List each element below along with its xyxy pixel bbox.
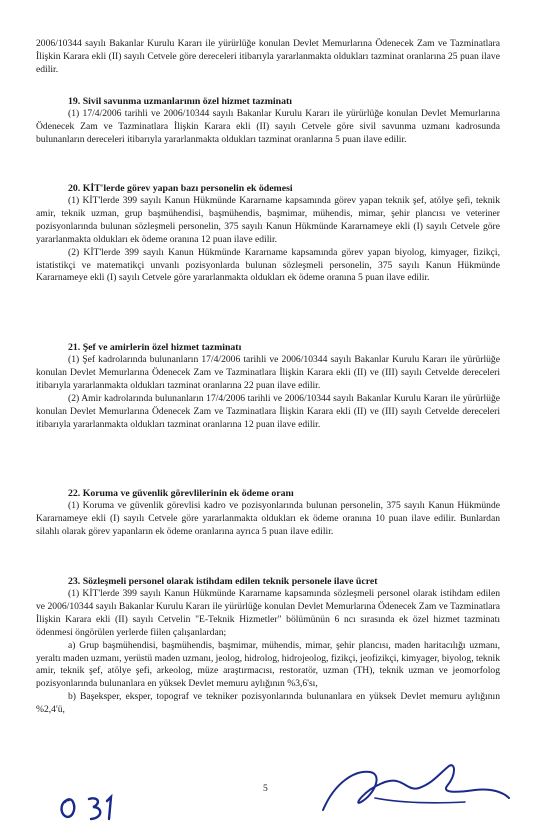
section-20 — [36, 182, 500, 285]
section-20-paragraph-1: (1) KİT'lerde 399 sayılı Kanun Hükmünde Kararname kapsamında görev yapan teknik şef, atölye şefi, teknik amir, teknik uzman, grup başmühendisi, başmühendis, başmimar, mühendis, mimar, şehir plancısı ve veteriner pozisyonlarında bulunan sözleşmeli personelin, 375 sayılı Kanun Hükmünde Kararnameye ekli (I) sayılı Cetvele göre yararlanmakta oldukları ek ödeme oranına 12 puan ilave edilir. — [36, 195, 500, 245]
section-21-paragraph-2: (2) Amir kadrolarında bulunanların 17/4/2006 tarihli ve 2006/10344 sayılı Bakanlar Kurulu Kararı ile yürürlüğe konulan Devlet Memurlarına Ödenecek Zam ve Tazminatlara İlişkin Karara ekli (II) ve (III) sayılı Cetvelde dereceleri itibarıyla yararlanmakta oldukları tazminat oranlarına 12 puan ilave edilir. — [36, 392, 500, 430]
section-20-title: 20. KİT'lerde görev yapan bazı personelin ek ödemesi — [68, 183, 293, 194]
section-19-paragraph-1: (1) 17/4/2006 tarihli ve 2006/10344 sayılı Bakanlar Kurulu Kararı ile yürürlüğe konulan Devlet Memurlarına Ödenecek Zam ve Tazminatlara İlişkin Karara ekli (II) sayılı Cetvele göre sivil savunma uzmanı kadrosunda bulunanların dereceleri itibarıyla yararlanmakta oldukları tazminat oranlarına 5 puan ilave edilir. — [36, 108, 500, 145]
handwritten-initial — [55, 790, 150, 825]
section-21-title: 21. Şef ve amirlerin özel hizmet tazminatı — [68, 342, 242, 353]
intro-paragraph: 2006/10344 sayılı Bakanlar Kurulu Kararı ile yürürlüğe konulan Devlet Memurlarına Ödenecek Zam ve Tazminatlara İlişkin Karara ekli (II) sayılı Cetvele göre dereceleri itibarıyla yararlanmakta oldukları tazminat oranlarına 25 puan ilave edilir. — [36, 38, 500, 75]
section-23-paragraph-1: (1) KİT'lerde 399 sayılı Kanun Hükmünde Kararname kapsamında sözleşmeli personel olarak istihdam edilen ve 2006/10344 sayılı Bakanlar Kurulu Kararı ile yürürlüğe konulan Devlet Memurlarına Ödenecek Zam ve Tazminatlara İlişkin Karara ekli (II) sayılı Cetvelin "E-Teknik Hizmetler" bölümünün 6 ncı sırasında ek özel hizmet tazminatı ödenmesi öngörülen yerlerde fiilen çalışanlardan; — [36, 588, 500, 638]
section-22 — [36, 487, 500, 539]
section-21 — [36, 341, 500, 431]
section-22-paragraph-1: (1) Koruma ve güvenlik görevlisi kadro ve pozisyonlarında bulunan personelin, 375 sayılı Kanun Hükmünde Kararnameye ekli (I) sayılı Cetvele göre yararlanmakta oldukları ek ödeme oranına 10 puan ilave edilir. Bunlardan silahlı olarak görev yapanların ek ödeme oranlarına ayrıca 5 puan ilave edilir. — [36, 500, 500, 537]
section-22-title: 22. Koruma ve güvenlik görevlilerinin ek ödeme oranı — [68, 488, 294, 499]
section-19-title: 19. Sivil savunma uzmanlarının özel hizmet tazminatı — [68, 96, 292, 107]
signature — [315, 752, 515, 822]
page-number: 5 — [263, 784, 268, 794]
section-19 — [36, 95, 500, 147]
section-23-item-a: a) Grup başmühendisi, başmühendis, başmimar, mühendis, mimar, şehir plancısı, maden haritacılığı uzmanı, yeraltı maden uzmanı, yerüstü maden uzmanı, jeolog, hidrolog, hidrojeolog, fizikçi, jeofizikçi, kimyager, biyolog, teknik amir, teknik şef, atölye şefi, arkeolog, müze araştırmacısı, restoratör, uzman (TH), teknik uzman ve jeomorfolog pozisyonlarında bulunanlara en yüksek Devlet memuru aylığının %3,6'sı, — [36, 639, 500, 690]
section-23 — [36, 575, 500, 717]
section-21-paragraph-1: (1) Şef kadrolarında bulunanların 17/4/2006 tarihli ve 2006/10344 sayılı Bakanlar Kurulu Kararı ile yürürlüğe konulan Devlet Memurlarına Ödenecek Zam ve Tazminatlara İlişkin Karara ekli (II) ve (III) sayılı Cetvelde dereceleri itibarıyla yararlanmakta oldukları tazminat oranlarına 22 puan ilave edilir. — [36, 354, 500, 391]
section-23-item-b: b) Başeksper, eksper, topograf ve tekniker pozisyonlarında bulunanlara en yüksek Devlet memuru aylığının %2,4'ü, — [36, 691, 500, 716]
section-23-title: 23. Sözleşmeli personel olarak istihdam edilen teknik personele ilave ücret — [68, 576, 378, 587]
intro-block — [36, 38, 500, 77]
section-20-paragraph-2: (2) KİT'lerde 399 sayılı Kanun Hükmünde Kararname kapsamında görev yapan biyolog, kimyager, fizikçi, istatistikçi ve matematikçi unvanlı pozisyonlarda bulunan sözleşmeli personelin, 375 sayılı Kanun Hükmünde Kararnameye ekli (I) sayılı Cetvele göre yararlanmakta oldukları ek ödeme oranına 5 puan ilave edilir. — [36, 246, 500, 284]
